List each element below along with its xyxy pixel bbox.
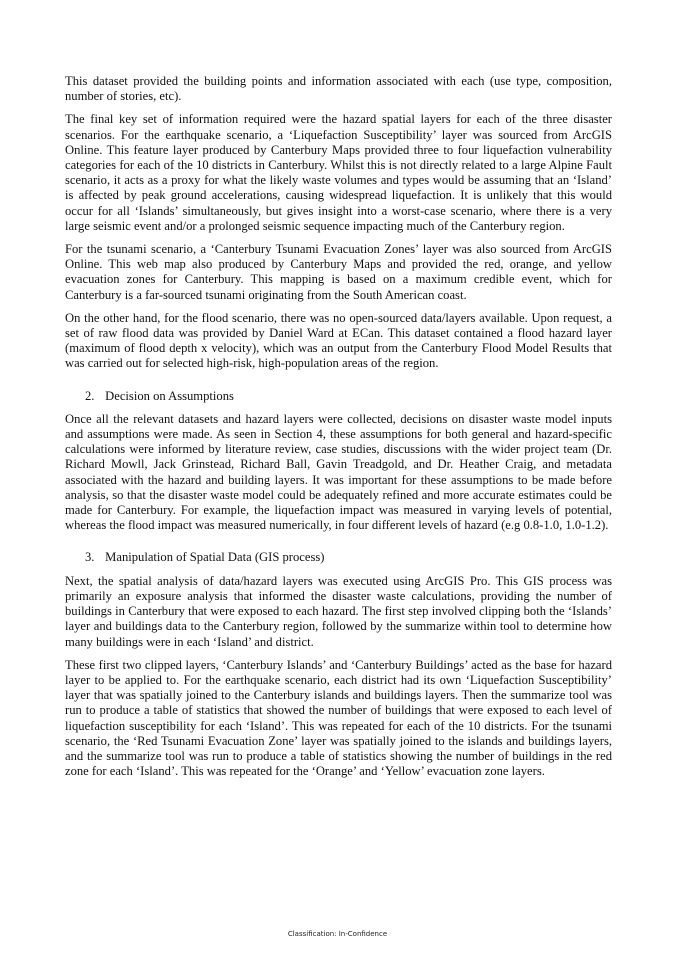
- paragraph-building-dataset: This dataset provided the building points and information associated with each (use type, composition, number of stories, etc).: [65, 74, 612, 104]
- paragraph-hazard-layers: The final key set of information required were the hazard spatial layers for each of the three disaster scenarios. For the earthquake scenario, a ‘Liquefaction Susceptibility’ layer was sourced from ArcGIS Online. This feature layer produced by Canterbury Maps provided three to four liquefaction vulnerability categories for each of the 10 districts in Canterbury. Whilst this is not directly related to a large Alpine Fault scenario, it acts as a proxy for what the likely waste volumes and types would be assuming that an ‘Island’ is affected by peak ground accelerations, causing widespread liquefaction. It is unlikely that this would occur for all ‘Islands’ simultaneously, but gives insight into a worst-case scenario, where there is a very large seismic event and/or a prolonged seismic sequence impacting much of the Canterbury region.: [65, 112, 612, 233]
- document-body: [65, 74, 612, 787]
- classification-footer: Classification: In-Confidence: [287, 930, 388, 938]
- section-number: 2.: [85, 388, 95, 403]
- section-number: 3.: [85, 550, 95, 565]
- paragraph-tsunami-scenario: For the tsunami scenario, a ‘Canterbury Tsunami Evacuation Zones’ layer was also sourced from ArcGIS Online. This web map also produced by Canterbury Maps and provided the red, orange, and yellow evacuation zones for Canterbury. This mapping is based on a maximum credible event, which for Canterbury is a far-sourced tsunami originating from the South American coast.: [65, 242, 612, 302]
- paragraph-gis-process: Next, the spatial analysis of data/hazard layers was executed using ArcGIS Pro. This GIS process was primarily an exposure analysis that informed the disaster waste calculations, providing the number of buildings in Canterbury that were exposed to each hazard. The first step involved clipping both the ‘Islands’ layer and buildings data to the Canterbury region, followed by the summarize within tool to determine how many buildings were in each ‘Island’ and district.: [65, 573, 612, 649]
- section-heading-spatial-data: [65, 550, 612, 565]
- section-title: Manipulation of Spatial Data (GIS process): [105, 550, 325, 565]
- section-heading-assumptions: [65, 389, 612, 404]
- paragraph-flood-scenario: On the other hand, for the flood scenario, there was no open-sourced data/layers available. Upon request, a set of raw flood data was provided by Daniel Ward at ECan. This dataset contained a flood hazard layer (maximum of flood depth x velocity), which was an output from the Canterbury Flood Model Results that was carried out for selected high-risk, high-population areas of the region.: [65, 310, 612, 371]
- paragraph-clipped-layers: These first two clipped layers, ‘Canterbury Islands’ and ‘Canterbury Buildings’ acted as the base for hazard layer to be applied to. For the earthquake scenario, each district had its own ‘Liquefaction Susceptibility’ layer that was spatially joined to the Canterbury islands and buildings layers. Then the summarize tool was run to produce a table of statistics that showed the number of buildings that were exposed to each level of liquefaction susceptibility for each ‘Island’. This was repeated for each of the 10 districts. For the tsunami scenario, the ‘Red Tsunami Evacuation Zone’ layer was spatially joined to the islands and buildings layers, and the summarize tool was run to produce a table of statistics showing the number of buildings in the red zone for each ‘Island’. This was repeated for the ‘Orange’ and ‘Yellow’ evacuation zone layers.: [65, 657, 612, 779]
- paragraph-assumptions: Once all the relevant datasets and hazard layers were collected, decisions on disaster waste model inputs and assumptions were made. As seen in Section 4, these assumptions for both general and hazard-specific calculations were informed by literature review, case studies, discussions with the wider project team (Dr. Richard Mowll, Jack Grinstead, Richard Ball, Gavin Treadgold, and Dr. Heather Craig, and metadata associated with the hazard and building layers. It was important for these assumptions to be made before analysis, so that the disaster waste model could be adequately refined and more accurate estimates could be made for Canterbury. For example, the liquefaction impact was measured in varying levels of potential, whereas the flood impact was measured numerically, in four different levels of hazard (e.g 0.8-1.0, 1.0-1.2).: [65, 411, 612, 533]
- section-title: Decision on Assumptions: [105, 388, 234, 403]
